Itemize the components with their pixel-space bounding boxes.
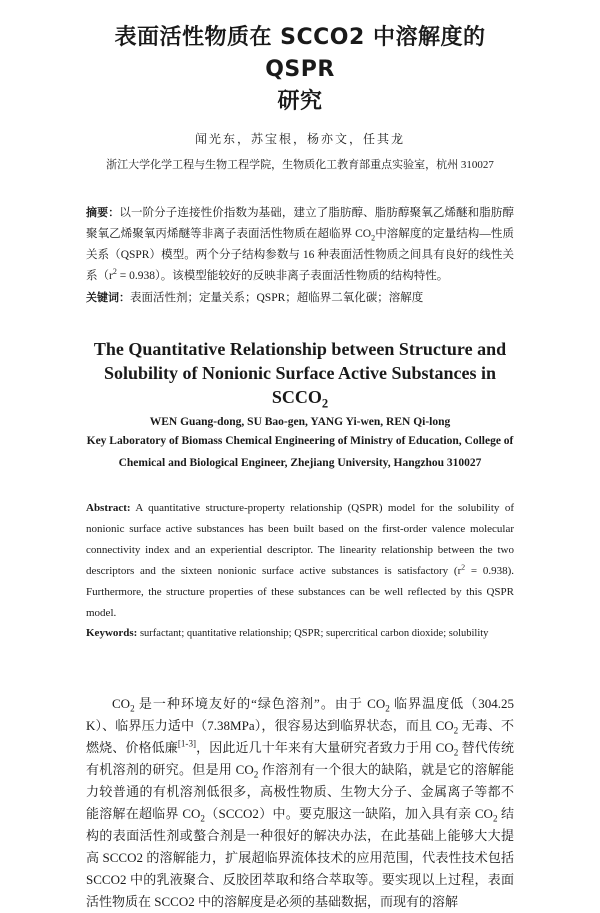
subscript: 2 [385, 703, 390, 714]
english-title-line1: The Quantitative Relationship between Structure and [93, 339, 507, 359]
subscript: 2 [130, 703, 135, 714]
english-abstract-text-a: A quantitative structure-property relationship (QSPR) model for the solubility of nonionic surface active substances has been built based on the first-order valence molecular connectivity index and an experiential descriptor. The linearity relationship between the two descriptors and the sixteen nonionic surface active substances is satisfactory (r [86, 502, 514, 577]
chinese-affiliation: 浙江大学化学工程与生物工程学院，生物质化工教育部重点实验室，杭州 310027 [106, 159, 494, 171]
reference-marker: [1-3] [177, 738, 197, 749]
body-text-d: 无毒、不燃烧、价格低廉 [86, 718, 514, 755]
chinese-authors: 闻光东，苏宝根，杨亦文，任其龙 [194, 132, 405, 146]
chinese-abstract [86, 202, 514, 287]
subscript: 2 [453, 725, 459, 736]
body-text-b: 是一种环境友好的“绿色溶剂”。由于 CO [134, 696, 386, 711]
english-abstract-label: Abstract: [86, 502, 131, 514]
english-keywords-text: surfactant; quantitative relationship; QSPR; supercritical carbon dioxide; solubility [137, 628, 489, 639]
subscript: 2 [371, 233, 376, 243]
english-affiliation [86, 430, 514, 474]
chinese-abstract-text-a: 以一阶分子连接性价指数为基础，建立了脂肪醇、脂肪醇聚氧乙烯醚和脂肪醇聚氧乙烯聚氧丙烯醚等非离子表面活性物质在超临界 CO [86, 207, 515, 240]
body-text-h: （SCCO2）中。要克服这一缺陷，加入具有亲 CO [204, 806, 493, 821]
chinese-abstract-text-b: 中溶解度的定量结构—性质关系（QSPR）模型。两个分子结构参数与 16 种表面活性物质之间具有良好的线性关系（r [86, 228, 514, 282]
chinese-title-line2: 研究 [277, 89, 323, 114]
body-text-c: 临界温度低（304.25 K）、临界压力适中（7.38MPa），很容易达到临界状态，而且 CO [86, 696, 514, 733]
body-text-i: 结构的表面活性剂或螯合剂是一种很好的解决办法，在此基础上能够大大提高 SCCO2 的溶解能力，扩展超临界流体技术的应用范围，代表性技术包括 SCCO2 中的乳液聚合、反胶团萃取和络合萃取等。要实现以上过程，表面活性物质在 SCCO2 中的溶解度是必须的基础数据，而现有的溶解 [86, 806, 514, 909]
chinese-keywords-text: 表面活性剂；定量关系；QSPR；超临界二氧化碳；溶解度 [130, 292, 424, 304]
english-affiliation-line2: Chemical and Biological Engineer, Zhejiang University, Hangzhou 310027 [118, 457, 482, 469]
english-keywords-label: Keywords: [86, 627, 138, 639]
subscript: 2 [492, 813, 498, 824]
superscript: 2 [112, 267, 117, 277]
chinese-keywords-label: 关键词： [86, 291, 130, 304]
subscript: 2 [453, 747, 459, 758]
body-text-g: 作溶剂有一个很大的缺陷，就是它的溶解能力较普通的有机溶剂低很多，高极性物质、生物大分子、金属离子等都不能溶解在超临界 CO [86, 762, 514, 821]
english-title [86, 337, 514, 409]
body-text-f: 替代传统有机溶剂的研究。但是用 CO [86, 740, 514, 777]
english-title-line2: Solubility of Nonionic Surface Active Substances in SCCO [103, 363, 497, 407]
english-keywords [86, 624, 514, 643]
english-abstract [86, 498, 514, 624]
body-text-a: CO [112, 696, 131, 711]
chinese-abstract-label: 摘要： [86, 206, 120, 219]
english-affiliation-line1: Key Laboratory of Biomass Chemical Engineering of Ministry of Education, College of [86, 435, 514, 447]
body-text-e: ，因此近几十年来有大量研究者致力于用 CO [196, 740, 454, 755]
chinese-title [86, 0, 514, 118]
superscript: 2 [461, 562, 466, 572]
subscript: 2 [321, 396, 329, 411]
chinese-keywords [86, 287, 514, 309]
english-authors: WEN Guang-dong, SU Bao-gen, YANG Yi-wen, REN Qi-long [149, 416, 451, 428]
chinese-abstract-text-c: = 0.938）。该模型能较好的反映非离子表面活性物质的结构特性。 [116, 270, 449, 282]
english-abstract-text-b: = 0.938). Furthermore, the structure properties of these substances can be well reflected by this QSPR model. [86, 565, 514, 619]
body-paragraph [86, 693, 514, 913]
subscript: 2 [200, 813, 205, 824]
subscript: 2 [253, 769, 259, 780]
chinese-title-line1: 表面活性物质在 SCCO2 中溶解度的 QSPR [114, 25, 486, 82]
